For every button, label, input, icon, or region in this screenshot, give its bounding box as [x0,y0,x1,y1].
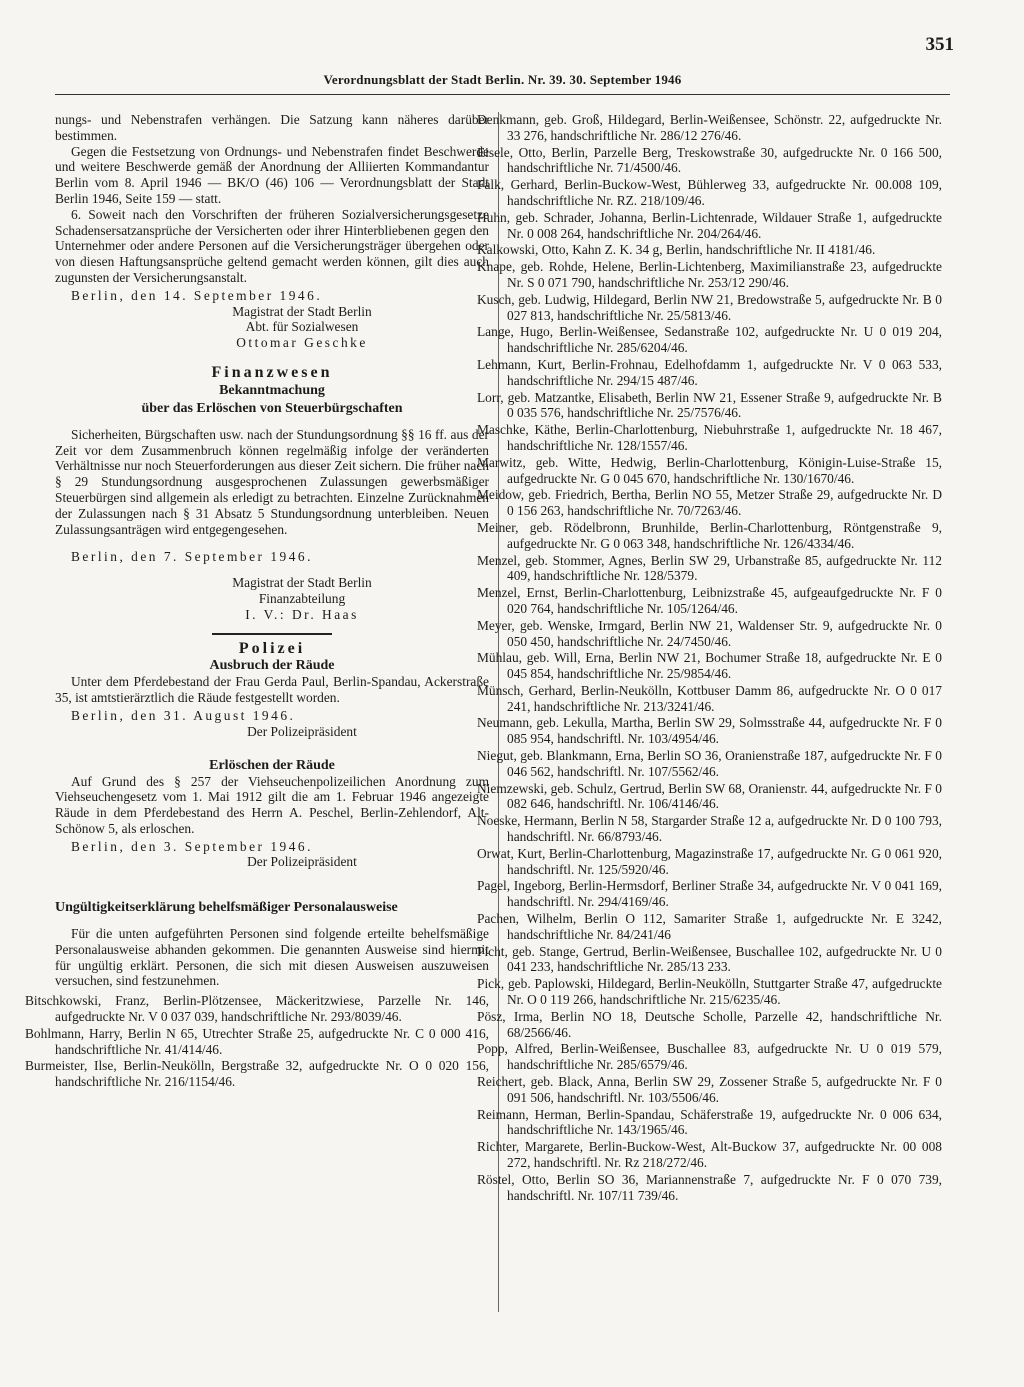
subsection-title: Ausbruch der Räude [209,658,335,674]
id-intro-paragraph: Für die unten aufgeführten Personen sind folgende erteilte behelfsmäßige Personalausweise abhanden gekommen. Die genannten Ausweise sind hiermit für ungültig erklärt. Personen, die sich mit diesen Ausweisen auszuweisen versuchen, sind festzunehmen. [55,926,489,989]
spacer [55,417,489,427]
list-item: Bohlmann, Harry, Berlin N 65, Utrechter Straße 25, aufgedruckte Nr. C 0 000 416, handschriftliche Nr. 41/414/46. [25,1025,489,1057]
list-item: Picht, geb. Stange, Gertrud, Berlin-Weißensee, Buschallee 102, aufgedruckte Nr. U 0 041 233, handschriftliche Nr. 285/13 233. [477,943,942,975]
dateline-social: Berlin, den 14. September 1946. [71,287,323,303]
signature-line: Der Polizeipräsident [247,854,357,870]
list-item: Pösz, Irma, Berlin NO 18, Deutsche Scholle, Parzelle 42, handschriftliche Nr. 68/2566/46. [477,1008,942,1040]
section-title-personalausweise: Ungültigkeitserklärung behelfsmäßiger Personalausweise [55,900,398,916]
police-paragraph-2: Auf Grund des § 257 der Viehseuchenpolizeilichen Anordnung zum Viehseuchengesetz vom 1. Mai 1912 gilt die am 1. Februar 1946 angezeigte Räude in dem Pferdebestand des Herrn A. Peschel, Berlin-Zehlendorf, Alt-Schönow 5, als erloschen. [55,773,489,836]
list-item: Meiner, geb. Rödelbronn, Brunhilde, Berlin-Charlottenburg, Röntgenstraße 9, aufgedruckte Nr. G 0 063 348, handschriftliche Nr. 126/4334/46. [477,519,942,551]
list-item: Neumann, geb. Lekulla, Martha, Berlin SW 29, Solmsstraße 44, aufgedruckte Nr. F 0 085 954, handschriftl. Nr. 103/4954/46. [477,715,942,747]
list-item: Denkmann, geb. Groß, Hildegard, Berlin-Weißensee, Schönstr. 22, aufgedruckte Nr. 33 276, handschriftliche Nr. 286/12 276/46. [477,112,942,143]
list-item: Meyer, geb. Wenske, Irmgard, Berlin NW 21, Waldenser Str. 9, aufgedruckte Nr. 0 050 450, handschriftliche Nr. 24/7450/46. [477,617,942,649]
list-item: Röstel, Otto, Berlin SO 36, Mariannenstraße 7, aufgedruckte Nr. F 0 070 739, handschriftl. Nr. 107/11 739/46. [477,1171,942,1203]
list-item: Pick, geb. Paplowski, Hildegard, Berlin-Neukölln, Stuttgarter Straße 47, aufgedruckte Nr. O 0 119 266, handschriftliche Nr. 215/6235/46. [477,976,942,1008]
left-column [25,112,489,1091]
list-item: Orwat, Kurt, Berlin-Charlottenburg, Magazinstraße 17, aufgedruckte Nr. G 0 061 920, handschriftl. Nr. 125/5920/46. [477,845,942,877]
list-item: Eisele, Otto, Berlin, Parzelle Berg, Treskowstraße 30, aufgedruckte Nr. 0 166 500, handschriftliche Nr. 71/4500/46. [477,144,942,176]
list-item: Niemzewski, geb. Schulz, Gertrud, Berlin SW 68, Oranienstr. 44, aufgedruckte Nr. F 0 082 646, handschriftl. Nr. 106/4146/46. [477,780,942,812]
signature-name: Ottomar Geschke [236,335,368,351]
page-number: 351 [925,34,954,55]
signature-line: Abt. für Sozialwesen [245,319,359,335]
list-item: Pachen, Wilhelm, Berlin O 112, Samariter Straße 1, aufgedruckte Nr. E 3242, handschriftliche Nr. 84/241/46 [477,911,942,942]
section-title-finanzwesen: Finanzwesen [211,363,333,381]
subsection-title: Bekanntmachung [219,382,325,398]
list-item: Lehmann, Kurt, Berlin-Frohnau, Edelhofdamm 1, aufgedruckte Nr. V 0 063 533, handschriftliche Nr. 294/15 487/46. [477,356,942,388]
finance-paragraph: Sicherheiten, Bürgschaften usw. nach der Stundungsordnung §§ 16 ff. aus der Zeit vor dem Zusammenbruch können regelmäßig infolge der veränderten Verhältnisse nur noch Steuerforderungen aus dieser Zeit sichern. Die früher nach § 29 Stundungsordnung ausgesprochenen Zulassungen gewerbsmäßiger Steuerbürgen sind allgemein als erledigt zu betrachten. Einzelne Zurücknahmen der Zulassungen nach § 31 Absatz 5 Stundungsordnung unterbleiben. Neuen Zulassungsanträgen wird entgegengesehen. [55,426,489,537]
signature-line: Finanzabteilung [258,590,346,606]
section-title-polizei: Polizei [238,639,306,657]
spacer [55,565,489,575]
dateline-finance: Berlin, den 7. September 1946. [71,549,313,565]
list-item: Richter, Margarete, Berlin-Buckow-West, Alt-Buckow 37, aufgedruckte Nr. 00 008 272, handschriftl. Nr. Rz 218/272/46. [477,1139,942,1170]
list-item: Falk, Gerhard, Berlin-Buckow-West, Bühlerweg 33, aufgedruckte Nr. 00.008 109, handschriftliche Nr. RZ. 218/109/46. [477,177,942,208]
list-item: Menzel, Ernst, Berlin-Charlottenburg, Leibnizstraße 45, aufgeaufgedruckte Nr. F 0 020 764, handschriftliche Nr. 105/1264/46. [477,585,942,616]
dateline-police-2: Berlin, den 3. September 1946. [71,838,313,854]
list-item: Marwitz, geb. Witte, Hedwig, Berlin-Charlottenburg, Königin-Luise-Straße 15, aufgedruckte Nr. G 0 045 670, handschriftliche Nr. 130/1670/46. [477,454,942,486]
signature-line: Magistrat der Stadt Berlin [232,575,372,591]
list-item: Münsch, Gerhard, Berlin-Neukölln, Kottbuser Damm 86, aufgedruckte Nr. O 0 017 241, handschriftliche Nr. 213/3241/46. [477,682,942,714]
subsection-title: Erlöschen der Räude [209,757,335,773]
continued-paragraph-3: 6. Soweit nach den Vorschriften der früheren Sozialversicherungsgesetze Schadensersatzansprüche der Versicherten oder ihrer Hinterbliebenen gegen den Unternehmer oder andere Personen auf die Versicherungsträger übergehen oder von diesen Haftungsansprüche geltend gemacht werden können, gilt dies auch zugunsten der Versicherungsanstalt. [55,206,489,285]
list-item: Huhn, geb. Schrader, Johanna, Berlin-Lichtenrade, Wildauer Straße 1, aufgedruckte Nr. 0 008 264, handschriftliche Nr. 204/264/46. [477,209,942,241]
continued-paragraph-2: Gegen die Festsetzung von Ordnungs- und Nebenstrafen findet Beschwerde und weitere Beschwerde gemäß der Anordnung der Alliierten Kommandantur Berlin vom 8. April 1946 — BK/O (46) 106 — Verordnungsblatt der Stadt Berlin 1946, Seite 159 — statt. [55,143,489,206]
list-item: Lorr, geb. Matzantke, Elisabeth, Berlin NW 21, Essener Straße 9, aufgedruckte Nr. B 0 035 576, handschriftliche Nr. 25/7576/46. [477,389,942,421]
dateline-police-1: Berlin, den 31. August 1946. [71,707,296,723]
page-header: Verordnungsblatt der Stadt Berlin. Nr. 39. 30. September 1946 [323,72,682,87]
list-item: Pagel, Ingeborg, Berlin-Hermsdorf, Berliner Straße 34, aufgedruckte Nr. V 0 041 169, handschriftl. Nr. 294/4169/46. [477,878,942,910]
signature-line: Magistrat der Stadt Berlin [232,303,372,319]
list-item: Lange, Hugo, Berlin-Weißensee, Sedanstraße 102, aufgedruckte Nr. U 0 019 204, handschriftliche Nr. 285/6204/46. [477,324,942,356]
list-item: Reimann, Herman, Berlin-Spandau, Schäferstraße 19, aufgedruckte Nr. 0 006 634, handschriftliche Nr. 143/1965/46. [477,1106,942,1138]
list-item: Knape, geb. Rohde, Helene, Berlin-Lichtenberg, Maximilianstraße 23, aufgedruckte Nr. S 0 071 790, handschriftliche Nr. 253/12 290/46. [477,259,942,290]
list-item: Menzel, geb. Stommer, Agnes, Berlin SW 29, Urbanstraße 85, aufgedruckte Nr. 112 409, handschriftliche Nr. 128/5379. [477,552,942,584]
police-paragraph-1: Unter dem Pferdebestand der Frau Gerda Paul, Berlin-Spandau, Ackerstraße 35, ist amtstierärztlich die Räude festgestellt worden. [55,674,489,706]
list-item: Bitschkowski, Franz, Berlin-Plötzensee, Mäckeritzwiese, Parzelle Nr. 146, aufgedruckte Nr. V 0 037 039, handschriftliche Nr. 293/8039/46. [25,993,489,1025]
list-item: Burmeister, Ilse, Berlin-Neukölln, Bergstraße 32, aufgedruckte Nr. O 0 020 156, handschriftliche Nr. 216/1154/46. [25,1058,489,1090]
list-item: Mühlau, geb. Will, Erna, Berlin NW 21, Bochumer Straße 18, aufgedruckte Nr. E 0 045 854, handschriftliche Nr. 25/9854/46. [477,650,942,682]
signature-name: I. V.: Dr. Haas [245,606,359,622]
list-item: Kalkowski, Otto, Kahn Z. K. 34 g, Berlin, handschriftliche Nr. II 4181/46. [477,242,876,258]
list-item: Meidow, geb. Friedrich, Bertha, Berlin NO 55, Metzer Straße 29, aufgedruckte Nr. D 0 156 263, handschriftliche Nr. 70/7263/46. [477,487,942,519]
list-item: Kusch, geb. Ludwig, Hildegard, Berlin NW 21, Bredowstraße 5, aufgedruckte Nr. B 0 027 813, handschriftliche Nr. 25/5813/46. [477,291,942,323]
subsection-title: über das Erlöschen von Steuerbürgschaften [141,400,403,416]
list-item: Noeske, Hermann, Berlin N 58, Stargarder Straße 12 a, aufgedruckte Nr. D 0 100 793, handschriftl. Nr. 66/8793/46. [477,813,942,845]
list-item: Niegut, geb. Blankmann, Erna, Berlin SO 36, Oranienstraße 187, aufgedruckte Nr. F 0 046 562, handschriftl. Nr. 107/5562/46. [477,748,942,779]
list-item: Reichert, geb. Black, Anna, Berlin SW 29, Zossener Straße 5, aufgedruckte Nr. F 0 091 506, handschriftl. Nr. 103/5506/46. [477,1074,942,1105]
spacer [55,537,489,547]
list-item: Popp, Alfred, Berlin-Weißensee, Buschallee 83, aufgedruckte Nr. U 0 019 579, handschriftliche Nr. 285/6579/46. [477,1041,942,1073]
list-item: Maschke, Käthe, Berlin-Charlottenburg, Niebuhrstraße 1, aufgedruckte Nr. 18 467, handschriftliche Nr. 128/1557/46. [477,422,942,453]
spacer [55,916,489,926]
right-column [477,112,942,1204]
section-rule [212,633,332,635]
continued-paragraph-1: nungs- und Nebenstrafen verhängen. Die Satzung kann näheres darüber bestimmen. [55,112,489,143]
header-rule [55,94,950,95]
signature-line: Der Polizeipräsident [247,723,357,739]
